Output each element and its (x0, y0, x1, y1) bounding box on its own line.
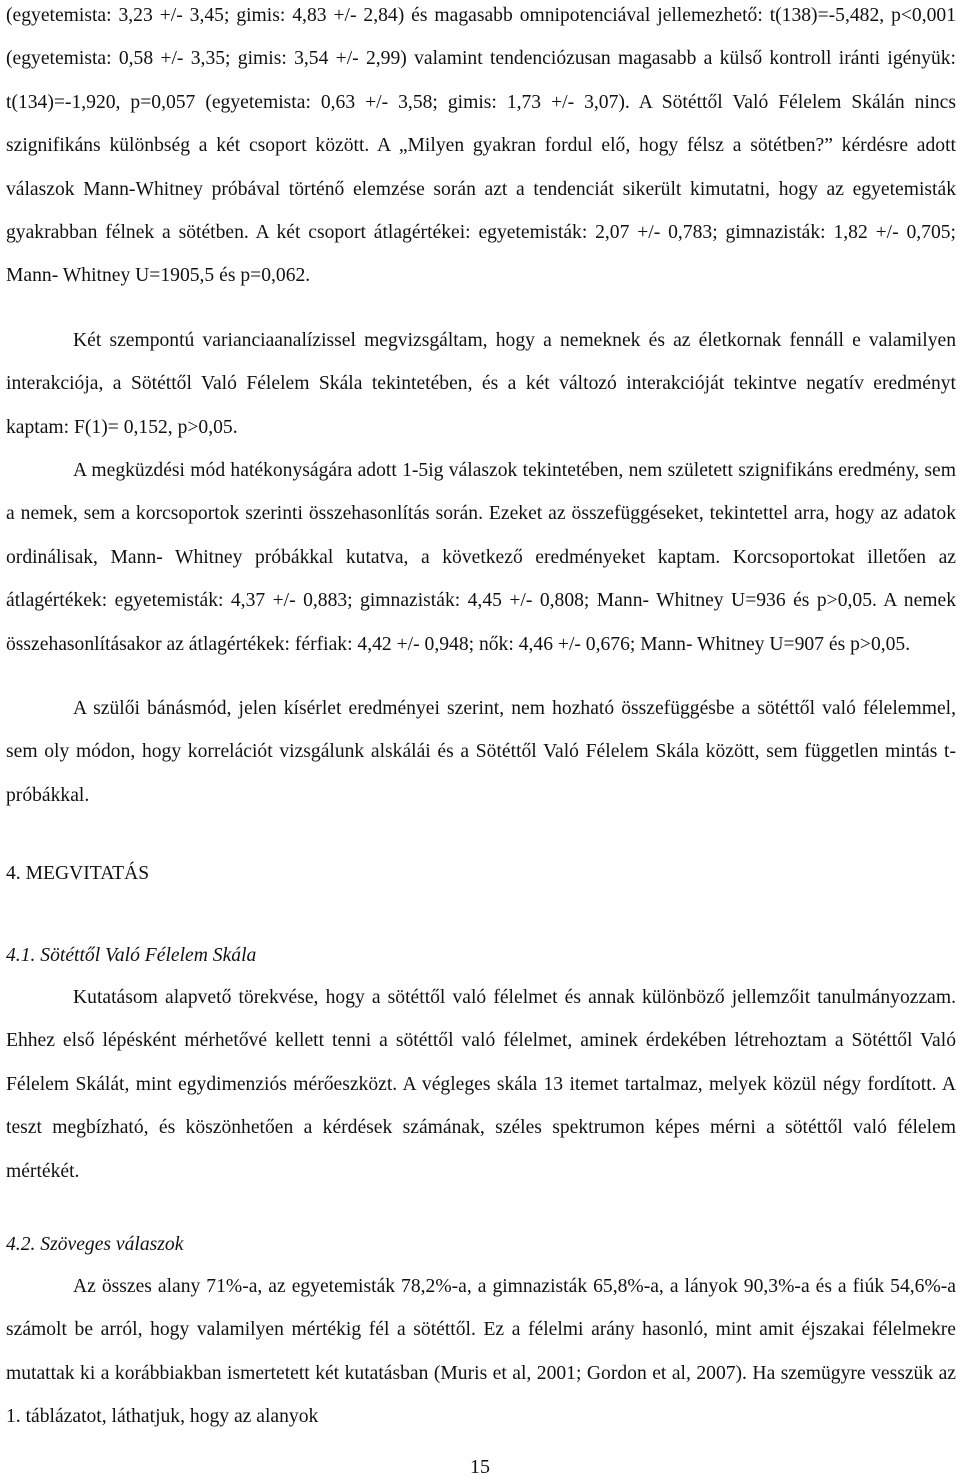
paragraph-results-continued: (egyetemista: 3,23 +/- 3,45; gimis: 4,83 +/- 2,84) és magasabb omnipotenciával jellemezhető: t(138)=-5,482, p<0,001 (egyetemista: 0,58 +/- 3,35; gimis: 3,54 +/- 2,99) valamint tendenciózusan magasabb a külső kontroll iránti igényük: t(134)=-1,920, p=0,057 (egyetemista: 0,63 +/- 3,58; gimis: 1,73 +/- 3,07). A Sötéttől Való Félelem Skálán nincs szignifikáns különbség a két csoport között. A „Milyen gyakran fordul elő, hogy félsz a sötétben?” kérdésre adott válaszok Mann-Whitney próbával történő elemzése során azt a tendenciát sikerült kimutatni, hogy az egyetemisták gyakrabban félnek a sötétben. A két csoport átlagértékei: egyetemisták: 2,07 +/- 0,783; gimnazisták: 1,82 +/- 0,705; Mann- Whitney U=1905,5 és p=0,062. (6, 5, 956, 287)
paragraph-variance-analysis: Két szempontú varianciaanalízissel megvizsgáltam, hogy a nemeknek és az életkornak fennáll e valamilyen interakciója, a Sötéttől Való Félelem Skála tekintetében, és a két változó interakcióját tekintve negatív eredményt kaptam: F(1)= 0,152, p>0,05. (6, 330, 956, 438)
paragraph-scale: Kutatásom alapvető törekvése, hogy a sötéttől való félelmet és annak különböző jellemzőit tanulmányozzam. Ehhez első lépésként mérhetővé kellett tenni a sötéttől való félelmet, aminek érdekében létrehoztam a Sötéttől Való Félelem Skálát, mint egydimenziós mérőeszközt. A végleges skála 13 itemet tartalmaz, melyek közül négy fordított. A teszt megbízható, és köszönhetően a kérdések számának, széles spektrumon képes mérni a sötéttől való félelem mértékét. (6, 987, 956, 1182)
paragraph-coping: A megküzdési mód hatékonyságára adott 1-5ig válaszok tekintetében, nem született szignifikáns eredmény, sem a nemek, sem a korcsoportok szerinti összehasonlítás során. Ezeket az összefüggéseket, tekintettel arra, hogy az adatok ordinálisak, Mann- Whitney próbákkal kutatva, a következő eredményeket kaptam. Korcsoportokat illetően az átlagértékek: egyetemisták: 4,37 +/- 0,883; gimnazisták: 4,45 +/- 0,808; Mann- Whitney U=936 és p>0,05. A nemek összehasonlításakor az átlagértékek: férfiak: 4,42 +/- 0,948; nők: 4,46 +/- 0,676; Mann- Whitney U=907 és p>0,05. (6, 460, 956, 655)
paragraph-text-answers: Az összes alany 71%-a, az egyetemisták 78,2%-a, a gimnazisták 65,8%-a, a lányok 90,3%-a és a fiúk 54,6%-a számolt be arról, hogy valamilyen mértékig fél a sötéttől. Ez a félelmi arány hasonló, mint amit éjszakai félelmekre mutattak ki a korábbiakban ismertetett két kutatásban (Muris et al, 2001; Gordon et al, 2007). Ha szemügyre vesszük az 1. táblázatot, láthatjuk, hogy az alanyok (6, 1276, 956, 1428)
section-heading: 4. MEGVITATÁS (6, 863, 150, 884)
subsection-heading-scale: 4.1. Sötéttől Való Félelem Skála (6, 945, 257, 966)
page-number: 15 (470, 1456, 490, 1478)
subsection-heading-text-answers: 4.2. Szöveges válaszok (6, 1234, 184, 1255)
paragraph-parenting: A szülői bánásmód, jelen kísérlet eredményei szerint, nem hozható összefüggésbe a sötéttől való félelemmel, sem oly módon, hogy korrelációt vizsgálunk alskálái és a Sötéttől Való Félelem Skála között, sem független mintás t-próbákkal. (6, 698, 956, 806)
